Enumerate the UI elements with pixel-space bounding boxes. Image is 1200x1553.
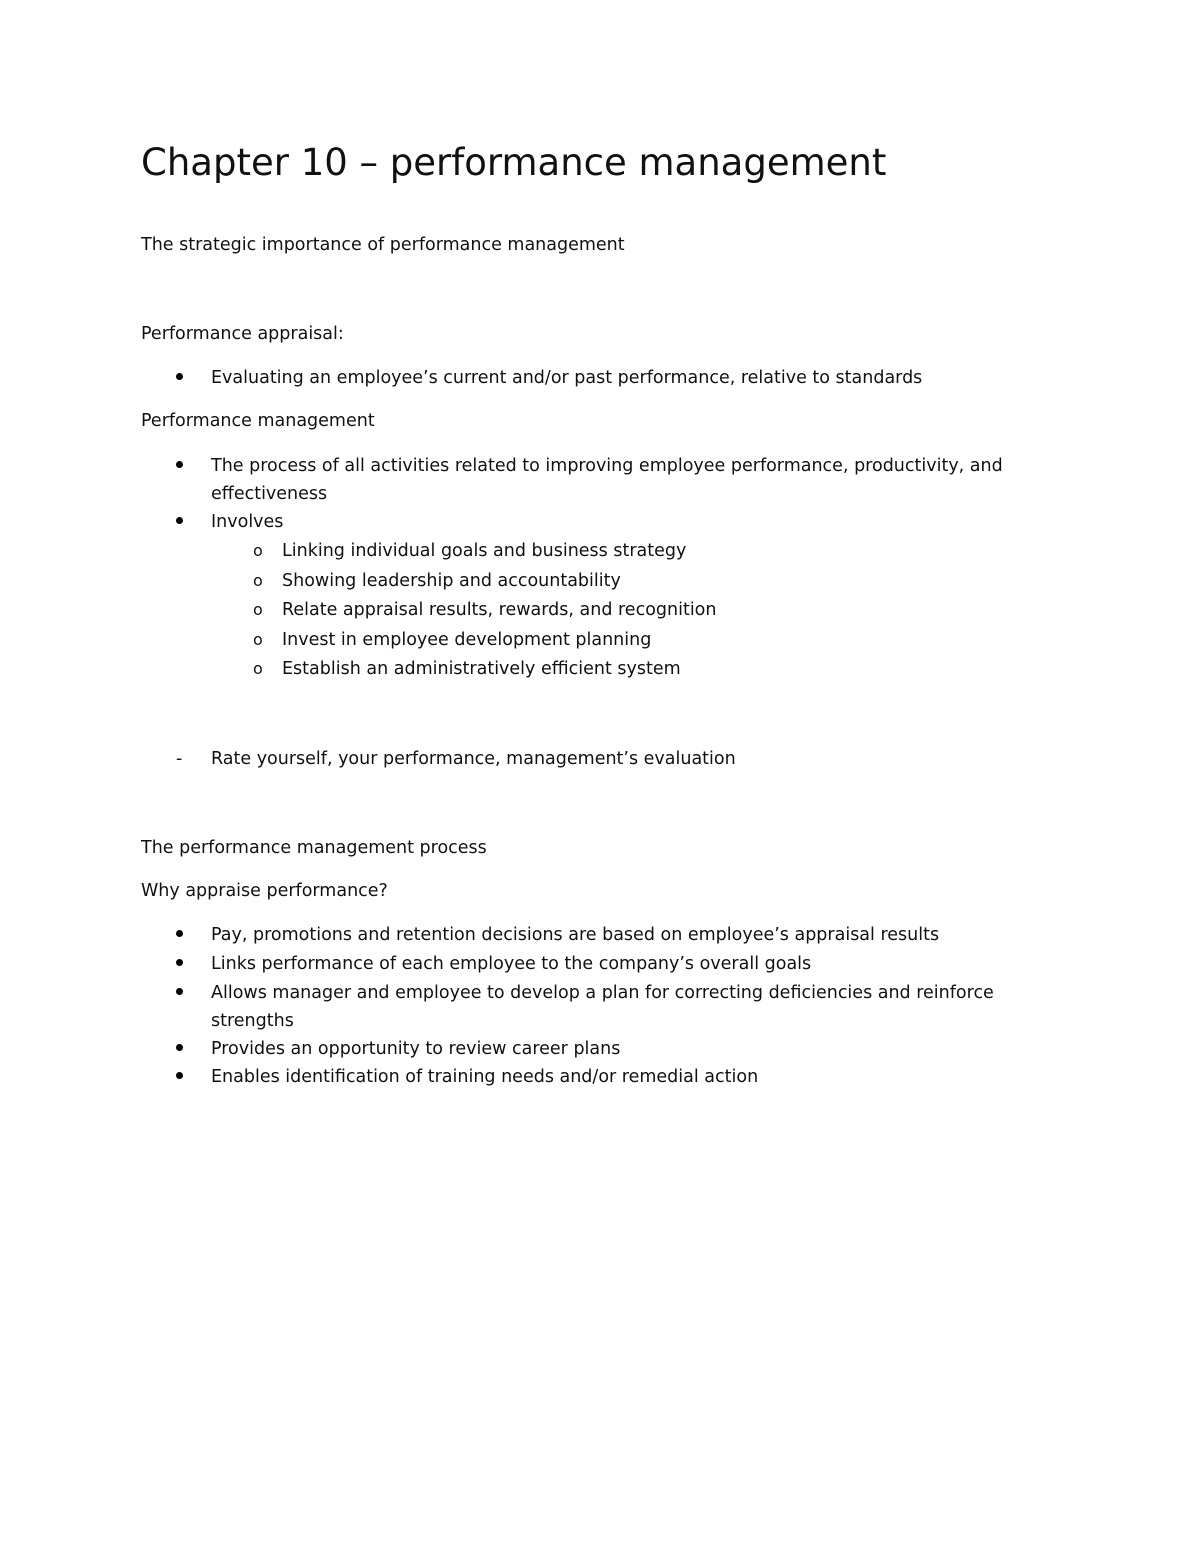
dash-list-item: Rate yourself, your performance, management’s evaluation	[211, 749, 736, 769]
circle-bullet-icon: o	[253, 600, 263, 619]
circle-bullet-icon: o	[253, 571, 263, 590]
circle-bullet-icon: o	[253, 659, 263, 678]
bullet-icon	[176, 1044, 183, 1051]
bullet-icon	[176, 517, 183, 524]
list-item: Involves	[211, 512, 284, 532]
section-subtitle: The strategic importance of performance management	[141, 235, 625, 255]
sub-list-item: Relate appraisal results, rewards, and recognition	[282, 600, 717, 620]
list-item: Links performance of each employee to the company’s overall goals	[211, 954, 812, 974]
bullet-icon	[176, 373, 183, 380]
list-item: Pay, promotions and retention decisions are based on employee’s appraisal results	[211, 925, 940, 945]
dash-bullet-icon: -	[176, 749, 183, 769]
sub-list-item: Establish an administratively efficient system	[282, 659, 681, 679]
bullet-icon	[176, 959, 183, 966]
bullet-icon	[176, 988, 183, 995]
process-heading: The performance management process	[141, 838, 487, 858]
bullet-icon	[176, 1072, 183, 1079]
bullet-icon	[176, 461, 183, 468]
bullet-icon	[176, 930, 183, 937]
list-item: Enables identification of training needs and/or remedial action	[211, 1067, 759, 1087]
circle-bullet-icon: o	[253, 541, 263, 560]
appraisal-heading: Performance appraisal:	[141, 324, 344, 344]
list-item: Evaluating an employee’s current and/or past performance, relative to standards	[211, 368, 923, 388]
sub-list-item: Linking individual goals and business strategy	[282, 541, 687, 561]
why-heading: Why appraise performance?	[141, 881, 388, 901]
circle-bullet-icon: o	[253, 630, 263, 649]
list-item: Allows manager and employee to develop a plan for correcting deficiencies and reinforce	[211, 983, 994, 1003]
list-item-continuation: strengths	[211, 1011, 294, 1031]
sub-list-item: Showing leadership and accountability	[282, 571, 621, 591]
page-title: Chapter 10 – performance management	[141, 141, 887, 184]
list-item: The process of all activities related to improving employee performance, productivity, and	[211, 456, 1003, 476]
list-item-continuation: effectiveness	[211, 484, 328, 504]
sub-list-item: Invest in employee development planning	[282, 630, 652, 650]
management-heading: Performance management	[141, 411, 375, 431]
list-item: Provides an opportunity to review career plans	[211, 1039, 621, 1059]
